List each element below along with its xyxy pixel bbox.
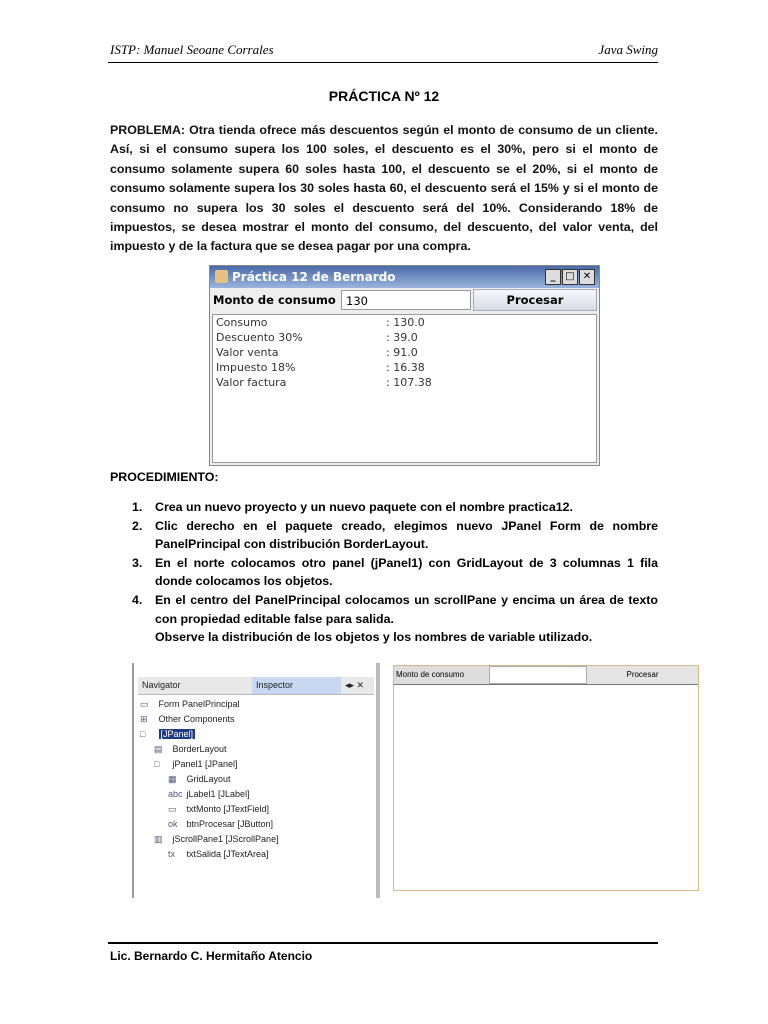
panel-border	[132, 663, 134, 898]
form-preview-screenshot	[393, 665, 699, 891]
output-line	[216, 315, 593, 330]
inspector-tree	[140, 697, 279, 862]
java-icon	[215, 270, 228, 283]
header-left: ISTP: Manuel Seoane Corrales	[110, 42, 274, 57]
preview-input[interactable]	[489, 666, 587, 684]
output-value: : 130.0	[386, 316, 425, 329]
step-text: En el norte colocamos otro panel (jPanel1) con GridLayout de 3 columnas 1 fila donde colocamos los objetos.	[155, 555, 658, 589]
tree-node[interactable]	[140, 817, 279, 832]
close-icon[interactable]: ✕	[579, 269, 595, 285]
tree-node[interactable]	[140, 727, 279, 742]
tab-inspector[interactable]: Inspector	[252, 677, 341, 694]
tree-node-label: GridLayout	[186, 774, 231, 784]
window-title: Práctica 12 de Bernardo	[232, 270, 396, 284]
tree-node-label: jLabel1 [JLabel]	[186, 789, 250, 799]
output-key: Consumo	[216, 316, 268, 329]
procesar-button[interactable]: Procesar	[473, 289, 597, 311]
procedure-heading: PROCEDIMIENTO:	[110, 470, 219, 484]
tree-node-icon: ▤	[154, 744, 163, 754]
tree-node[interactable]	[140, 832, 279, 847]
output-value: : 107.38	[386, 376, 432, 389]
tree-node-icon: abc	[168, 789, 183, 799]
tree-node-label: Form PanelPrincipal	[158, 699, 240, 709]
tree-node-icon: ⊞	[140, 714, 148, 724]
tree-node-label: btnProcesar [JButton]	[186, 819, 274, 829]
footer-rule	[108, 942, 658, 944]
step-note: Observe la distribución de los objetos y los nombres de variable utilizado.	[155, 630, 593, 645]
monto-label: Monto de consumo	[213, 293, 336, 307]
step-item	[132, 517, 658, 554]
output-key: Impuesto 18%	[216, 361, 296, 374]
step-text: Clic derecho en el paquete creado, elegimos nuevo JPanel Form de nombre PanelPrincipal con distribución BorderLayout.	[155, 518, 658, 552]
tree-node-icon: □	[140, 729, 146, 739]
tree-node[interactable]	[140, 802, 279, 817]
header-right: Java Swing	[598, 42, 658, 57]
tree-node-label: jPanel1 [JPanel]	[172, 759, 238, 769]
page-title: PRÁCTICA Nº 12	[328, 88, 440, 104]
output-key: Descuento 30%	[216, 331, 303, 344]
tree-node[interactable]	[140, 847, 279, 862]
app-window-screenshot	[209, 265, 600, 466]
step-item	[132, 554, 658, 591]
tree-node[interactable]	[140, 772, 279, 787]
output-line	[216, 345, 593, 360]
step-number: 1.	[132, 500, 143, 514]
tree-node[interactable]	[140, 742, 279, 757]
output-line	[216, 375, 593, 390]
monto-input[interactable]: 130	[341, 290, 471, 310]
panel-controls-icon[interactable]: ◂▸ ✕	[345, 680, 365, 690]
tree-node-label: BorderLayout	[172, 744, 227, 754]
tree-node-icon: tx	[168, 849, 176, 859]
splitter	[376, 663, 380, 898]
minimize-icon[interactable]: _	[545, 269, 561, 285]
step-number: 4.	[132, 592, 143, 607]
tree-node-label: Other Components	[158, 714, 235, 724]
tree-node-label: txtSalida [JTextArea]	[186, 849, 269, 859]
tree-node-icon: ▭	[168, 804, 177, 814]
output-value: : 91.0	[386, 346, 418, 359]
tree-node-icon: ▦	[168, 774, 177, 784]
tree-node-label: jScrollPane1 [JScrollPane]	[172, 834, 279, 844]
step-text: Crea un nuevo proyecto y un nuevo paquete con el nombre practica12.	[155, 500, 573, 514]
step-item	[132, 498, 658, 517]
preview-button[interactable]: Procesar	[587, 666, 698, 684]
tree-node-icon: ok	[168, 819, 178, 829]
preview-label: Monto de consumo	[396, 670, 465, 679]
step-item	[132, 591, 658, 647]
tree-node-label: [JPanel]	[160, 729, 194, 739]
steps-list	[110, 498, 658, 647]
output-line	[216, 330, 593, 345]
tree-node[interactable]	[140, 787, 279, 802]
step-number: 3.	[132, 555, 143, 570]
problem-paragraph: PROBLEMA: Otra tienda ofrece más descuentos según el monto de consumo de un cliente. Así, si el consumo supera los 100 soles, el descuento es el 30%, pero si el monto de consumo solamente supera 60 soles hasta 100, el descuento se el 20%, si el monto de consumo solamente supera los 30 soles hasta 60, el descuento será el 15% y si el monto de consumo no supera los 30 soles el descuento será del 10%. Considerando 18% de impuestos, se desea mostrar el monto del consumo, del descuento, del valor venta, del impuesto y de la factura que se desea pagar por una compra.	[110, 123, 658, 254]
window-titlebar	[210, 266, 599, 288]
maximize-icon[interactable]: □	[562, 269, 578, 285]
tree-node[interactable]	[140, 712, 279, 727]
tab-navigator[interactable]: Navigator	[142, 680, 181, 690]
step-text: En el centro del PanelPrincipal colocamos un scrollPane y encima un área de texto con propiedad editable false para salida.	[155, 592, 658, 626]
tree-node-icon: ▥	[154, 834, 163, 844]
tree-node-label: txtMonto [JTextField]	[186, 804, 270, 814]
tree-node[interactable]	[140, 697, 279, 712]
output-key: Valor factura	[216, 376, 287, 389]
header-rule	[108, 62, 658, 63]
tree-node-icon: □	[154, 759, 160, 769]
output-value: : 39.0	[386, 331, 418, 344]
output-line	[216, 360, 593, 375]
step-number: 2.	[132, 518, 143, 533]
output-key: Valor venta	[216, 346, 279, 359]
output-value: : 16.38	[386, 361, 425, 374]
output-textarea	[212, 314, 597, 463]
footer-text: Lic. Bernardo C. Hermitaño Atencio	[110, 949, 313, 963]
navigator-panel-screenshot	[130, 663, 380, 898]
tree-node-icon: ▭	[140, 699, 149, 709]
tree-node[interactable]	[140, 757, 279, 772]
